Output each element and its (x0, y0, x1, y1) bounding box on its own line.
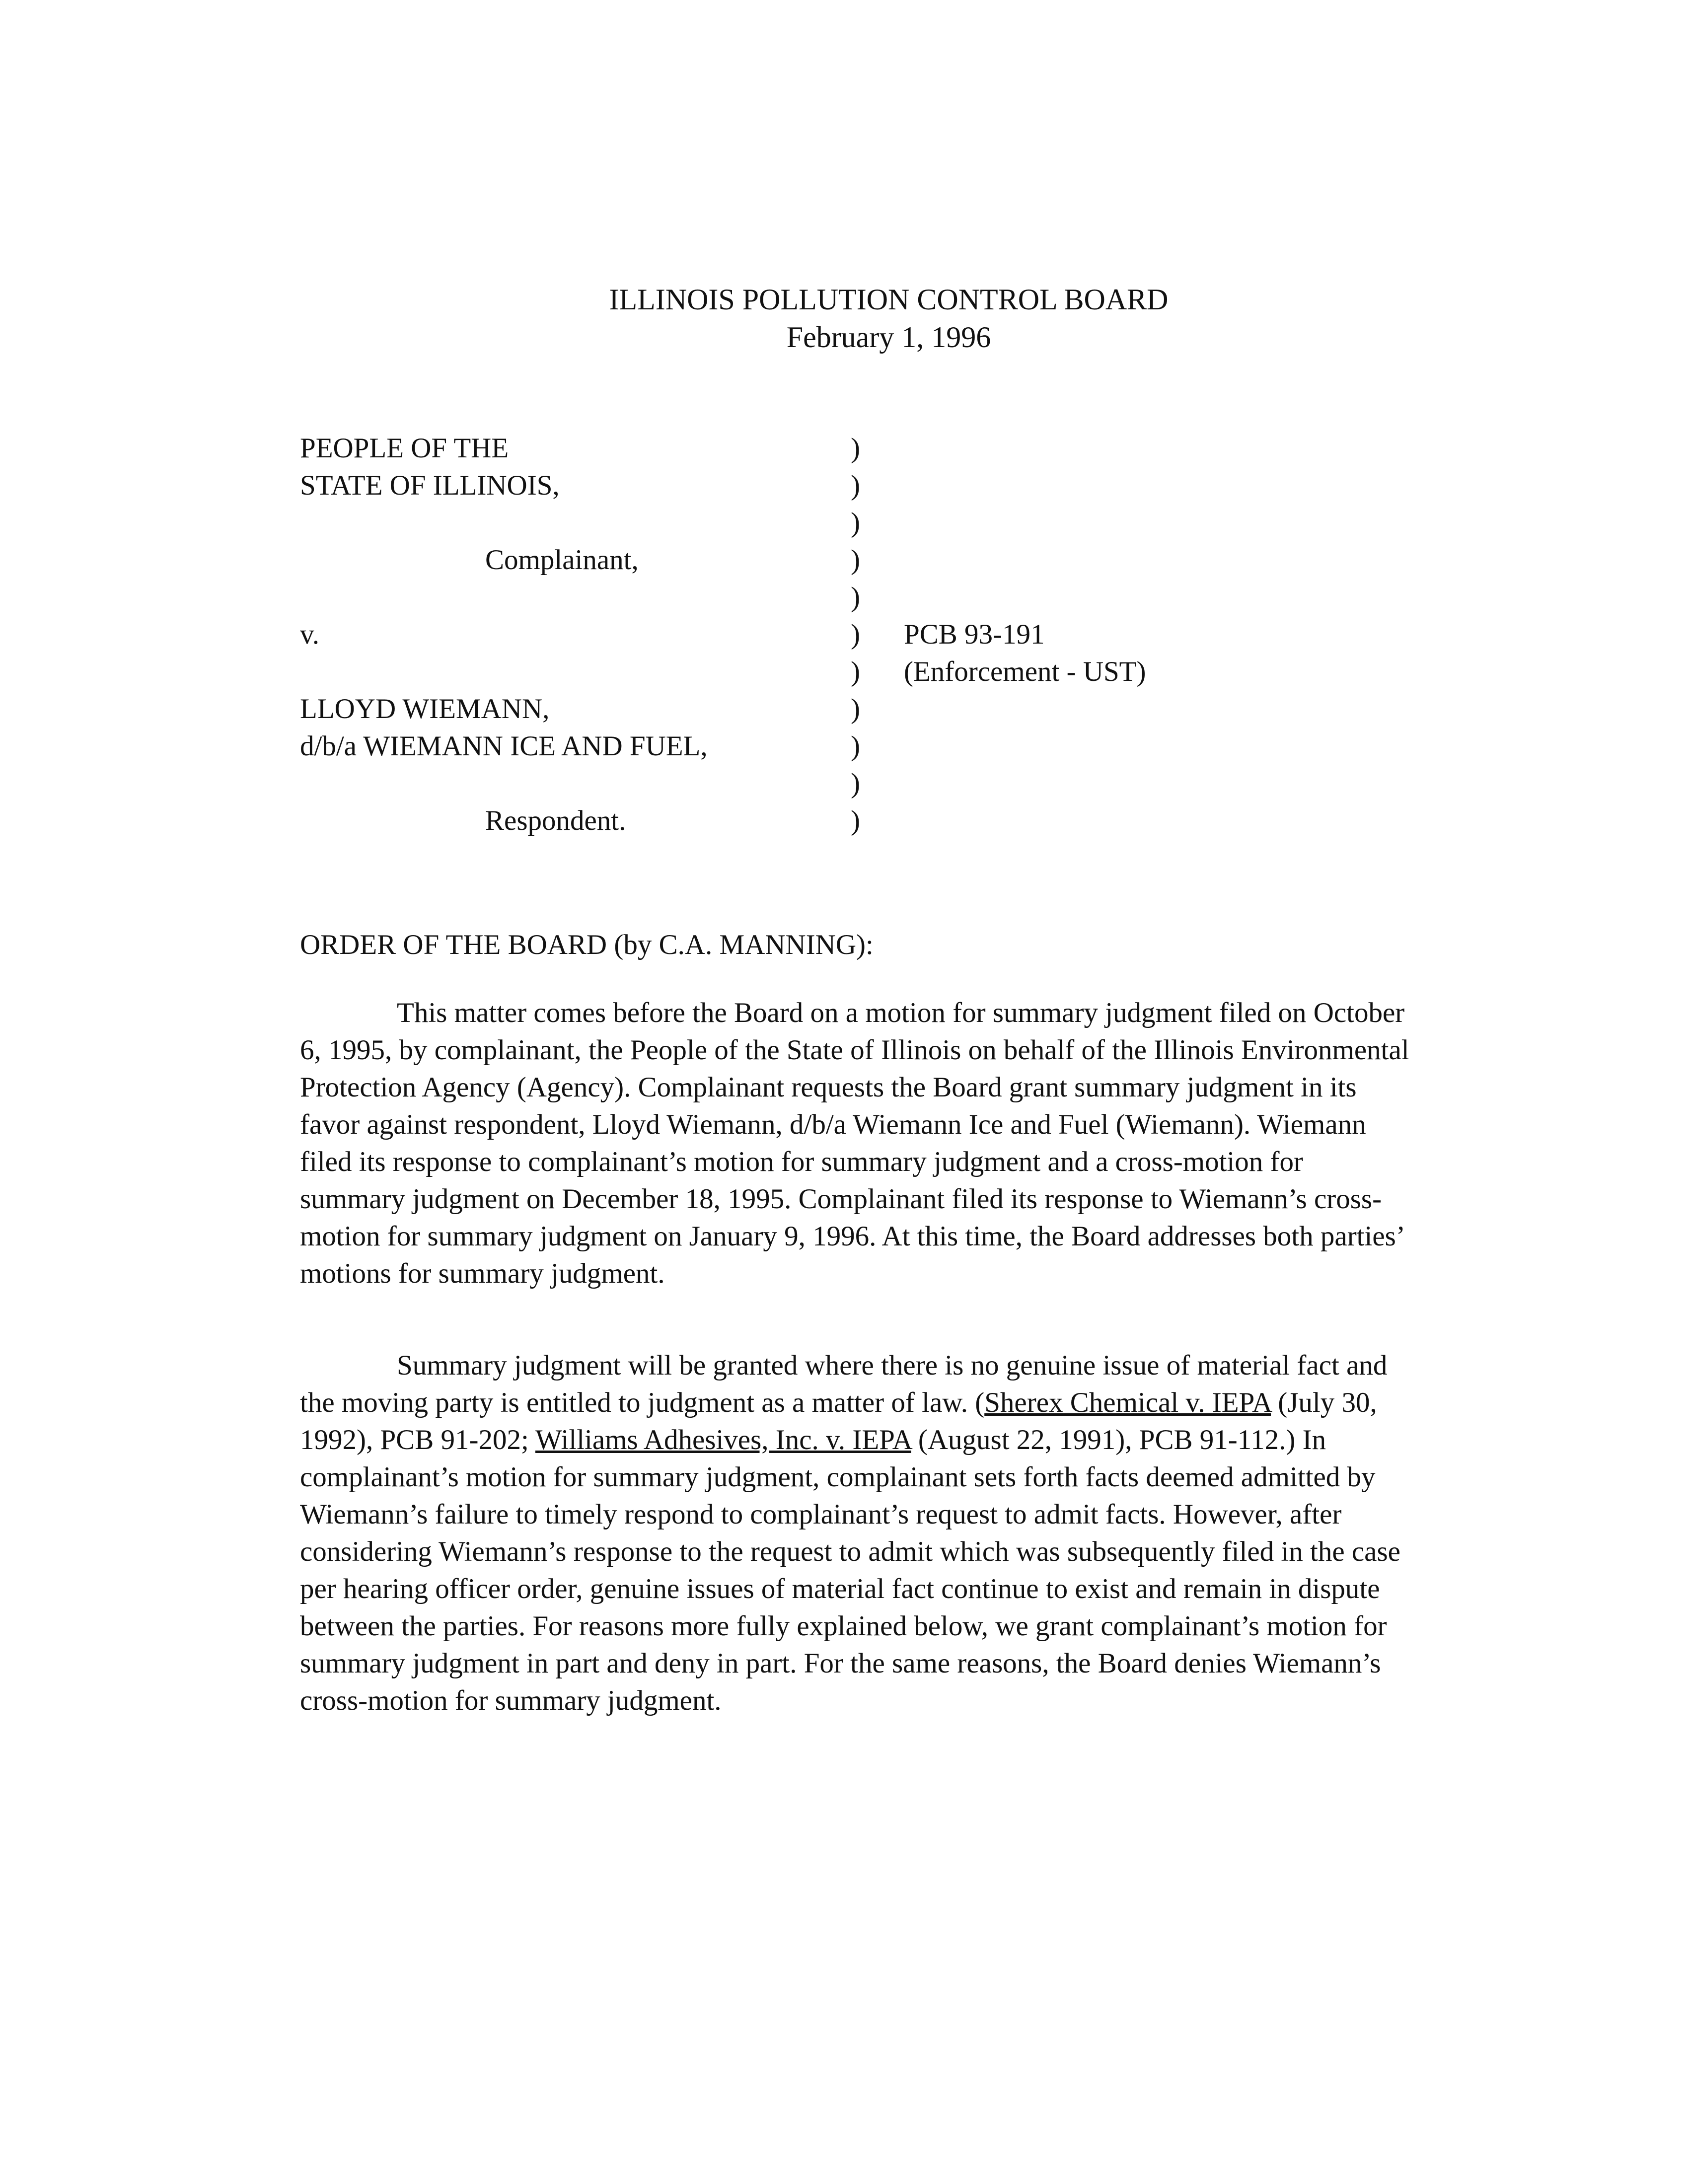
paragraph-2 (300, 1347, 1412, 1719)
paragraph-1 (300, 994, 1412, 1292)
paragraph-2-text-b: (July 30, 1992), PCB 91-202; (300, 1387, 1377, 1456)
caption-paren: ) (851, 768, 860, 799)
caption-paren: ) (851, 433, 860, 464)
order-title: ORDER OF THE BOARD (by C.A. MANNING): (300, 929, 874, 960)
caption-line-state: STATE OF ILLINOIS, (300, 470, 560, 501)
paragraph-2-text-a: Summary judgment will be granted where there is no genuine issue of material fact and the moving party is entitled to judgment as a matter of law. ( (300, 1350, 1388, 1418)
paragraph-2-text-c: (August 22, 1991), PCB 91-112.) In complainant’s motion for summary judgment, complainant sets forth facts deemed admitted by Wiemann’s failure to timely respond to complainant’s request to admit facts. However, after considering Wiemann’s response to the request to admit which was subsequently filed in the case per hearing officer order, genuine issues of material fact continue to exist and remain in dispute between the parties. For reasons more fully explained below, we grant complainant’s motion for summary judgment in part and deny in part. For the same reasons, the Board denies Wiemann’s cross-motion for summary judgment. (300, 1424, 1400, 1716)
case-caption (300, 430, 708, 839)
caption-respondent: Respondent. (485, 805, 626, 836)
document-header (0, 281, 1688, 356)
caption-spacer (300, 765, 708, 802)
caption-spacer (300, 653, 708, 690)
board-name: ILLINOIS POLLUTION CONTROL BOARD (609, 283, 1169, 316)
caption-paren: ) (851, 656, 860, 687)
caption-paren: ) (851, 544, 860, 576)
order-date: February 1, 1996 (786, 321, 991, 354)
case-type: (Enforcement - UST) (904, 656, 1146, 687)
caption-paren: ) (851, 507, 860, 538)
caption-paren: ) (851, 693, 860, 725)
caption-paren-column (851, 430, 860, 839)
caption-respondent-name: LLOYD WIEMANN, (300, 693, 550, 725)
caption-spacer (300, 579, 708, 616)
caption-paren: ) (851, 730, 860, 762)
citation-sherex: Sherex Chemical v. IEPA (984, 1387, 1271, 1418)
caption-respondent-dba: d/b/a WIEMANN ICE AND FUEL, (300, 730, 708, 762)
case-number-block (904, 616, 1146, 690)
caption-paren: ) (851, 619, 860, 650)
caption-versus: v. (300, 619, 320, 650)
case-number: PCB 93-191 (904, 619, 1045, 650)
caption-complainant: Complainant, (485, 544, 639, 576)
caption-paren: ) (851, 470, 860, 501)
caption-spacer (300, 504, 708, 541)
paragraph-1-text: This matter comes before the Board on a motion for summary judgment filed on October 6, 1995, by complainant, the People of the State of Illinois on behalf of the Illinois Environmental Protection Agency (Agency). Complainant requests the Board grant summary judgment in its favor against respondent, Lloyd Wiemann, d/b/a Wiemann Ice and Fuel (Wiemann). Wiemann filed its response to complainant’s motion for summary judgment and a cross-motion for summary judgment on December 18, 1995. Complainant filed its response to Wiemann’s cross-motion for summary judgment on January 9, 1996. At this time, the Board addresses both parties’ motions for summary judgment. (300, 997, 1409, 1289)
caption-paren: ) (851, 805, 860, 836)
citation-williams: Williams Adhesives, Inc. v. IEPA (535, 1424, 911, 1456)
caption-paren: ) (851, 582, 860, 613)
caption-line-people: PEOPLE OF THE (300, 433, 509, 464)
